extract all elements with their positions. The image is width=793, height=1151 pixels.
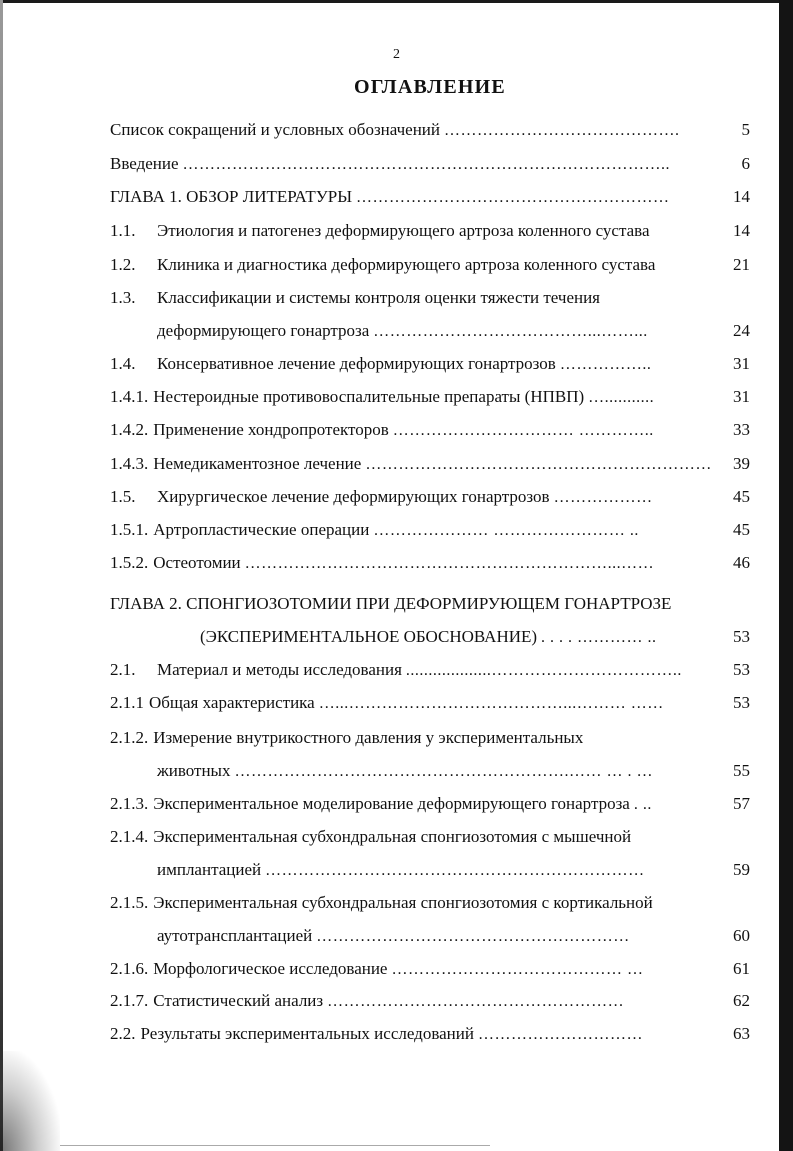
toc-entry-page: 31 bbox=[733, 387, 750, 406]
toc-entry-number: 2.1.4. bbox=[110, 827, 149, 846]
toc-entry-title: Классификации и системы контроля оценки тяжести течения bbox=[157, 288, 601, 307]
toc-entry-title-continued: (ЭКСПЕРИМЕНТАЛЬНОЕ ОБОСНОВАНИЕ) bbox=[200, 627, 538, 646]
toc-entry-number: 1.4.1. bbox=[110, 387, 149, 406]
toc-entry-title: Материал и методы исследования bbox=[157, 660, 402, 679]
toc-entry-number: 2.2. bbox=[110, 1024, 136, 1043]
toc-entry-title: Немедикаментозное лечение bbox=[153, 454, 362, 473]
toc-entry-title-continued: животных bbox=[157, 761, 231, 780]
toc-entry-number: 1.4. bbox=[110, 354, 136, 373]
toc-entry[interactable] bbox=[110, 117, 750, 143]
toc-entry[interactable] bbox=[110, 151, 750, 177]
toc-entry-number: 2.1. bbox=[110, 660, 136, 679]
toc-entry-title: Применение хондропротекторов bbox=[153, 420, 389, 439]
toc-entry-number: 1.5. bbox=[110, 487, 136, 506]
toc-entry-leader: ……………… bbox=[553, 489, 653, 506]
toc-entry[interactable] bbox=[110, 725, 750, 751]
toc-entry[interactable] bbox=[110, 791, 750, 817]
toc-entry-number: 1.4.2. bbox=[110, 420, 149, 439]
toc-entry-leader: …………………………………………………………………………….. bbox=[182, 156, 671, 173]
toc-entry-leader: ...................…………………………….. bbox=[405, 662, 682, 679]
toc-entry-page: 5 bbox=[741, 120, 750, 139]
toc-entry-title: Хирургическое лечение деформирующих гонартрозов bbox=[157, 487, 550, 506]
toc-entry-title: Консервативное лечение деформирующих гонартрозов bbox=[157, 354, 556, 373]
toc-entry-number: 2.1.5. bbox=[110, 893, 149, 912]
toc-entry-page: 53 bbox=[733, 693, 750, 712]
toc-chapter-entry[interactable] bbox=[110, 184, 750, 210]
toc-entry-title: ГЛАВА 1. ОБЗОР ЛИТЕРАТУРЫ bbox=[110, 187, 353, 206]
toc-entry-continuation[interactable] bbox=[200, 624, 750, 650]
toc-entry-page: 62 bbox=[733, 991, 750, 1010]
toc-entry-page: 45 bbox=[733, 487, 750, 506]
toc-entry-leader: …...…………………………………...……… …… bbox=[318, 695, 664, 712]
toc-entry-page: 21 bbox=[733, 255, 750, 274]
toc-entry-leader: …………………………………………………………...…… bbox=[244, 555, 655, 572]
toc-entry-number: 1.1. bbox=[110, 221, 136, 240]
toc-entry-leader: . .. bbox=[633, 796, 652, 813]
toc-entry-page: 31 bbox=[733, 354, 750, 373]
toc-entry[interactable] bbox=[110, 517, 750, 543]
toc-entry-page: 53 bbox=[733, 660, 750, 679]
toc-entry-title-continued: деформирующего гонартроза bbox=[157, 321, 370, 340]
toc-entry-leader: …………………………………...……... bbox=[373, 323, 648, 340]
toc-chapter-entry[interactable] bbox=[110, 591, 750, 617]
toc-entry-leader: …………………………………………………….…… … . … bbox=[234, 763, 653, 780]
toc-entry[interactable] bbox=[110, 657, 750, 683]
toc-entry-leader: …………………………………………………………… bbox=[265, 862, 645, 879]
toc-entry-number: 1.4.3. bbox=[110, 454, 149, 473]
toc-entry-page: 53 bbox=[733, 627, 750, 646]
toc-entry-title: Экспериментальное моделирование деформирующего гонартроза bbox=[153, 794, 630, 813]
toc-entry-leader: ………………………………………………… bbox=[316, 928, 630, 945]
toc-entry-number: 2.1.6. bbox=[110, 959, 149, 978]
toc-entry-number: 1.2. bbox=[110, 255, 136, 274]
toc-entry-page: 57 bbox=[733, 794, 750, 813]
toc-entry-number: 1.3. bbox=[110, 288, 136, 307]
toc-entry[interactable] bbox=[110, 824, 750, 850]
toc-entry-page: 39 bbox=[733, 454, 750, 473]
toc-entry-title: Морфологическое исследование bbox=[153, 959, 388, 978]
toc-entry-title: Измерение внутрикостного давления у экспериментальных bbox=[153, 728, 584, 747]
toc-entry-title: Артропластические операции bbox=[153, 520, 370, 539]
toc-entry-title: Общая характеристика bbox=[149, 693, 315, 712]
toc-entry-title: ГЛАВА 2. СПОНГИОЗОТОМИИ ПРИ ДЕФОРМИРУЮЩЕМ ГОНАРТРОЗЕ bbox=[110, 594, 672, 613]
toc-entry-leader: …........... bbox=[588, 389, 655, 406]
toc-entry-title: Список сокращений и условных обозначений bbox=[110, 120, 441, 139]
scan-border-right bbox=[779, 0, 793, 1151]
toc-entry-leader: ……………………………………. bbox=[444, 122, 680, 139]
toc-entry-continuation[interactable] bbox=[157, 758, 750, 784]
toc-entry[interactable] bbox=[110, 690, 750, 716]
toc-entry[interactable] bbox=[110, 252, 750, 278]
toc-entry[interactable] bbox=[110, 351, 750, 377]
toc-entry-number: 1.5.1. bbox=[110, 520, 149, 539]
scan-border-top bbox=[0, 0, 793, 3]
toc-entry-title: Клиника и диагностика деформирующего артроза коленного сустава bbox=[157, 255, 656, 274]
toc-entry[interactable] bbox=[110, 384, 750, 410]
toc-entry-leader: …………….. bbox=[559, 356, 652, 373]
toc-entry-leader: ……………………………………………………… bbox=[365, 456, 712, 473]
toc-entry[interactable] bbox=[110, 550, 750, 576]
toc-entry-number: 2.1.3. bbox=[110, 794, 149, 813]
toc-entry-title: Введение bbox=[110, 154, 179, 173]
toc-entry-title-continued: аутотрансплантацией bbox=[157, 926, 313, 945]
toc-entry-page: 33 bbox=[733, 420, 750, 439]
toc-entry[interactable] bbox=[110, 285, 750, 311]
toc-entry-page: 63 bbox=[733, 1024, 750, 1043]
toc-entry[interactable] bbox=[110, 890, 750, 916]
toc-entry[interactable] bbox=[110, 956, 750, 982]
toc-entry-page: 24 bbox=[733, 321, 750, 340]
toc-entry-title: Статистический анализ bbox=[153, 991, 324, 1010]
toc-entry-leader: …………………………………… … bbox=[391, 961, 644, 978]
toc-entry-leader: ……………………………………………… bbox=[327, 993, 625, 1010]
toc-entry-page: 55 bbox=[733, 761, 750, 780]
toc-entry[interactable] bbox=[110, 484, 750, 510]
toc-entry[interactable] bbox=[110, 988, 750, 1014]
scan-bottom-line bbox=[60, 1145, 490, 1146]
toc-entry[interactable] bbox=[110, 218, 750, 244]
toc-entry-title: Этиология и патогенез деформирующего артроза коленного сустава bbox=[157, 221, 650, 240]
toc-entry-continuation[interactable] bbox=[157, 318, 750, 344]
toc-entry[interactable] bbox=[110, 451, 750, 477]
page-number: 2 bbox=[393, 47, 400, 62]
toc-entry-leader: ………………… …………………… .. bbox=[373, 522, 639, 539]
toc-entry-number: 2.1.2. bbox=[110, 728, 149, 747]
toc-entry[interactable] bbox=[110, 1021, 750, 1047]
toc-entry-title: Нестероидные противовоспалительные препараты (НПВП) bbox=[153, 387, 585, 406]
toc-entry-page: 59 bbox=[733, 860, 750, 879]
toc-entry[interactable] bbox=[110, 417, 750, 443]
toc-entry-number: 2.1.1 bbox=[110, 693, 144, 712]
toc-entry-page: 14 bbox=[733, 221, 750, 240]
toc-entry-leader: . . . . ………… .. bbox=[541, 629, 657, 646]
toc-entry-continuation[interactable] bbox=[157, 923, 750, 949]
toc-entry-number: 1.5.2. bbox=[110, 553, 149, 572]
toc-entry-leader: ………………………………………………… bbox=[356, 189, 670, 206]
toc-entry-title-continued: имплантацией bbox=[157, 860, 262, 879]
toc-entry-continuation[interactable] bbox=[157, 857, 750, 883]
toc-entry-page: 60 bbox=[733, 926, 750, 945]
toc-entry-page: 45 bbox=[733, 520, 750, 539]
toc-entry-page: 61 bbox=[733, 959, 750, 978]
toc-entry-leader: ………………………… bbox=[477, 1026, 643, 1043]
toc-entry-page: 46 bbox=[733, 553, 750, 572]
toc-entry-title: Экспериментальная субхондральная спонгиозотомия с мышечной bbox=[153, 827, 632, 846]
toc-entry-title: Остеотомии bbox=[153, 553, 241, 572]
page-title: ОГЛАВЛЕНИЕ bbox=[354, 76, 506, 98]
toc-entry-title: Экспериментальная субхондральная спонгиозотомия с кортикальной bbox=[153, 893, 653, 912]
scan-smudge bbox=[0, 1051, 60, 1151]
toc-entry-title: Результаты экспериментальных исследований bbox=[140, 1024, 474, 1043]
scan-border-left bbox=[0, 0, 3, 1151]
toc-entry-leader: …………………………… ………….. bbox=[392, 422, 654, 439]
toc-entry-number: 2.1.7. bbox=[110, 991, 149, 1010]
toc-entry-page: 14 bbox=[733, 187, 750, 206]
toc-entry-page: 6 bbox=[741, 154, 750, 173]
